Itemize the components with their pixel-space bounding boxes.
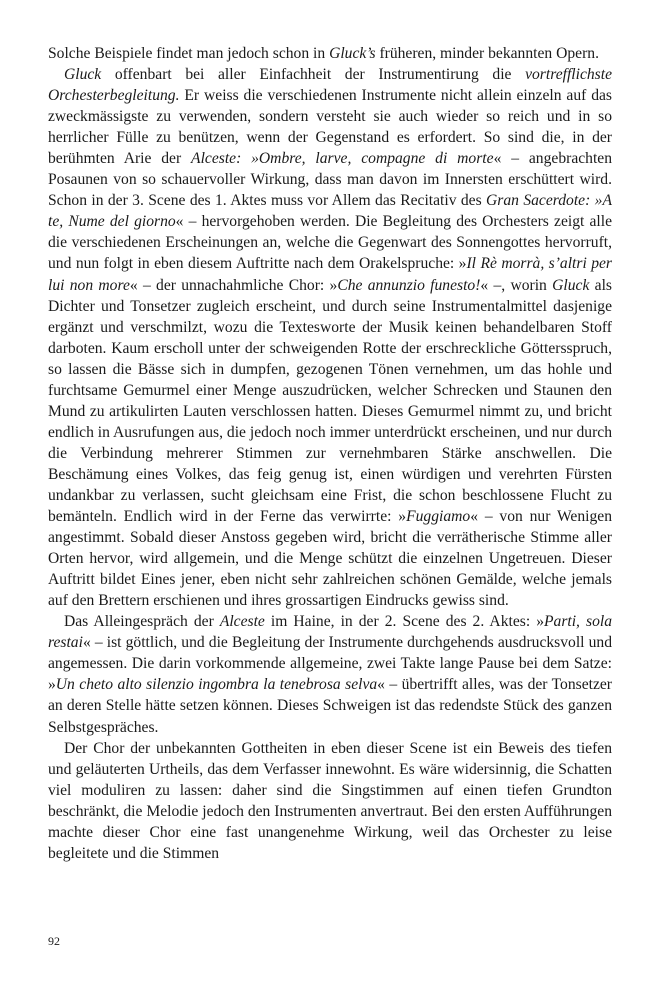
paragraph xyxy=(48,64,612,611)
text-run: Solche Beispiele findet man jedoch schon in xyxy=(48,45,330,62)
italic-text: vortrefflichste Orchesterbegleitung. xyxy=(48,66,612,105)
text-run: früheren, minder bekannten Opern. xyxy=(375,45,599,62)
text-column xyxy=(48,43,612,864)
italic-text: Alceste xyxy=(219,613,265,631)
paragraph xyxy=(48,611,612,737)
italic-text: Parti, sola restai xyxy=(48,613,612,652)
text-run: « – ist göttlich, und die Begleitung der Instrumente durchgehends ausdrucksvoll und angemessen. Die darin vorkommende allgemeine, zwei Takte lange Pause bei dem Satze: » xyxy=(48,634,612,694)
text-run: « – hervorgehoben werden. Die Begleitung des Orchesters zeigt alle die verschiedenen Erscheinungen an, welche die Gegenwart des Sonnengottes hervorruft, und nun folgt in eben diesem Auftritte nach dem Orakelspruche: » xyxy=(48,213,612,273)
text-run: als Dichter und Tonsetzer zugleich erscheint, und durch seine Instrumentalmittel dasjenige ergänzt und verschmilzt, wozu die Textesworte der Musik keinen behandelbaren Stoff darboten. Kaum erscholl unter der schweigenden Rotte der erschreckliche Göttersspruch, so lassen die Bässe sich in dumpfen, gezogenen Tönen vernehmen, um das hohle und furchtsame Gemurmel einer Menge auszudrücken, welcher Schrecken und Staunen den Mund zu artikulirten Lauten verschlossen hatten. Dieses Gemurmel nimmt zu, und bricht endlich in Ausrufungen aus, die jedoch noch immer unterdrückt erscheinen, und nur durch die Verbindung mehrerer Stimmen zur vernehmbaren Stärke anschwellen. Die Beschämung eines Volkes, das feig genug ist, einen würdigen und verehrten Fürsten undankbar zu verlassen, sucht gleichsam eine Frist, die schon beschlossene Flucht zu bemänteln. Endlich wird in der Ferne das verwirrte: » xyxy=(48,276,612,526)
paragraph xyxy=(48,738,612,864)
paragraph xyxy=(48,43,612,64)
text-run: « –, worin xyxy=(480,276,553,294)
text-run: Er weiss die verschiedenen Instrumente nicht allein einzeln auf das zweckmässigste zu verwenden, sondern versteht sie auch wieder so reich und in so herrlicher Fülle zu benützen, wenn der Gegenstand es erfordert. So sind die, in der berühmten Arie der xyxy=(48,87,612,168)
text-run: Der Chor der unbekannten Gottheiten in eben dieser Scene ist ein Beweis des tiefen und geläuterten Urtheils, das dem Verfasser innewohnt. Es wäre widersinnig, die Schatten viel moduliren zu lassen: daher sind die Singstimmen auf einen tiefen Grundton beschränkt, die Melodie jedoch den Instrumenten anvertraut. Bei den ersten Aufführungen machte dieser Chor eine fast unangenehme Wirkung, weil das Orchester zu leise begleitete und die Stimmen xyxy=(48,739,612,862)
italic-text: Gluck xyxy=(64,66,102,84)
italic-text: Un cheto alto silenzio ingombra la tenebrosa selva xyxy=(55,676,378,694)
page-body xyxy=(48,43,612,864)
italic-text: Che annunzio funesto! xyxy=(337,276,481,294)
italic-text: Fuggiamo xyxy=(406,508,471,526)
text-run: Das Alleingespräch der xyxy=(64,613,220,631)
text-run: « – der unnachahmliche Chor: » xyxy=(129,276,338,294)
text-run: offenbart bei aller Einfachheit der Instrumentirung die xyxy=(101,66,526,84)
text-run: « – übertrifft alles, was der Tonsetzer an deren Stelle hätte setzen können. Dieses Schweigen ist das redendste Stück des ganzen Selbstgespräches. xyxy=(48,676,612,736)
italic-text: Gran Sacerdote: »A te, Nume del giorno xyxy=(48,192,612,231)
italic-text: Gluck xyxy=(552,276,590,294)
text-run: im Haine, in der 2. Scene des 2. Aktes: » xyxy=(264,613,544,631)
text-run: « – von nur Wenigen angestimmt. Sobald dieser Anstoss gegeben wird, bricht die verrätherische Stimme aller Orten hervor, wird allgemein, und die Menge schützt die einzelnen Ungetreuen. Dieser Auftritt bildet Eines jener, eben nicht sehr zahlreichen schönen Gemälde, welche jemals auf den Brettern erschienen und ihres grossartigen Eindrucks gewiss sind. xyxy=(48,508,612,610)
italic-text: Il Rè morrà, s’altri per lui non more xyxy=(48,255,612,294)
text-run: « – angebrachten Posaunen von so schauervoller Wirkung, dass man davon im Innersten erschüttert wird. Schon in der 3. Scene des 1. Aktes muss vor Allem das Recitativ des xyxy=(48,150,613,210)
page-number: 92 xyxy=(48,934,60,948)
italic-text: Alceste: »Ombre, larve, compagne di morte xyxy=(191,150,494,168)
italic-text: Gluck’s xyxy=(329,45,376,62)
